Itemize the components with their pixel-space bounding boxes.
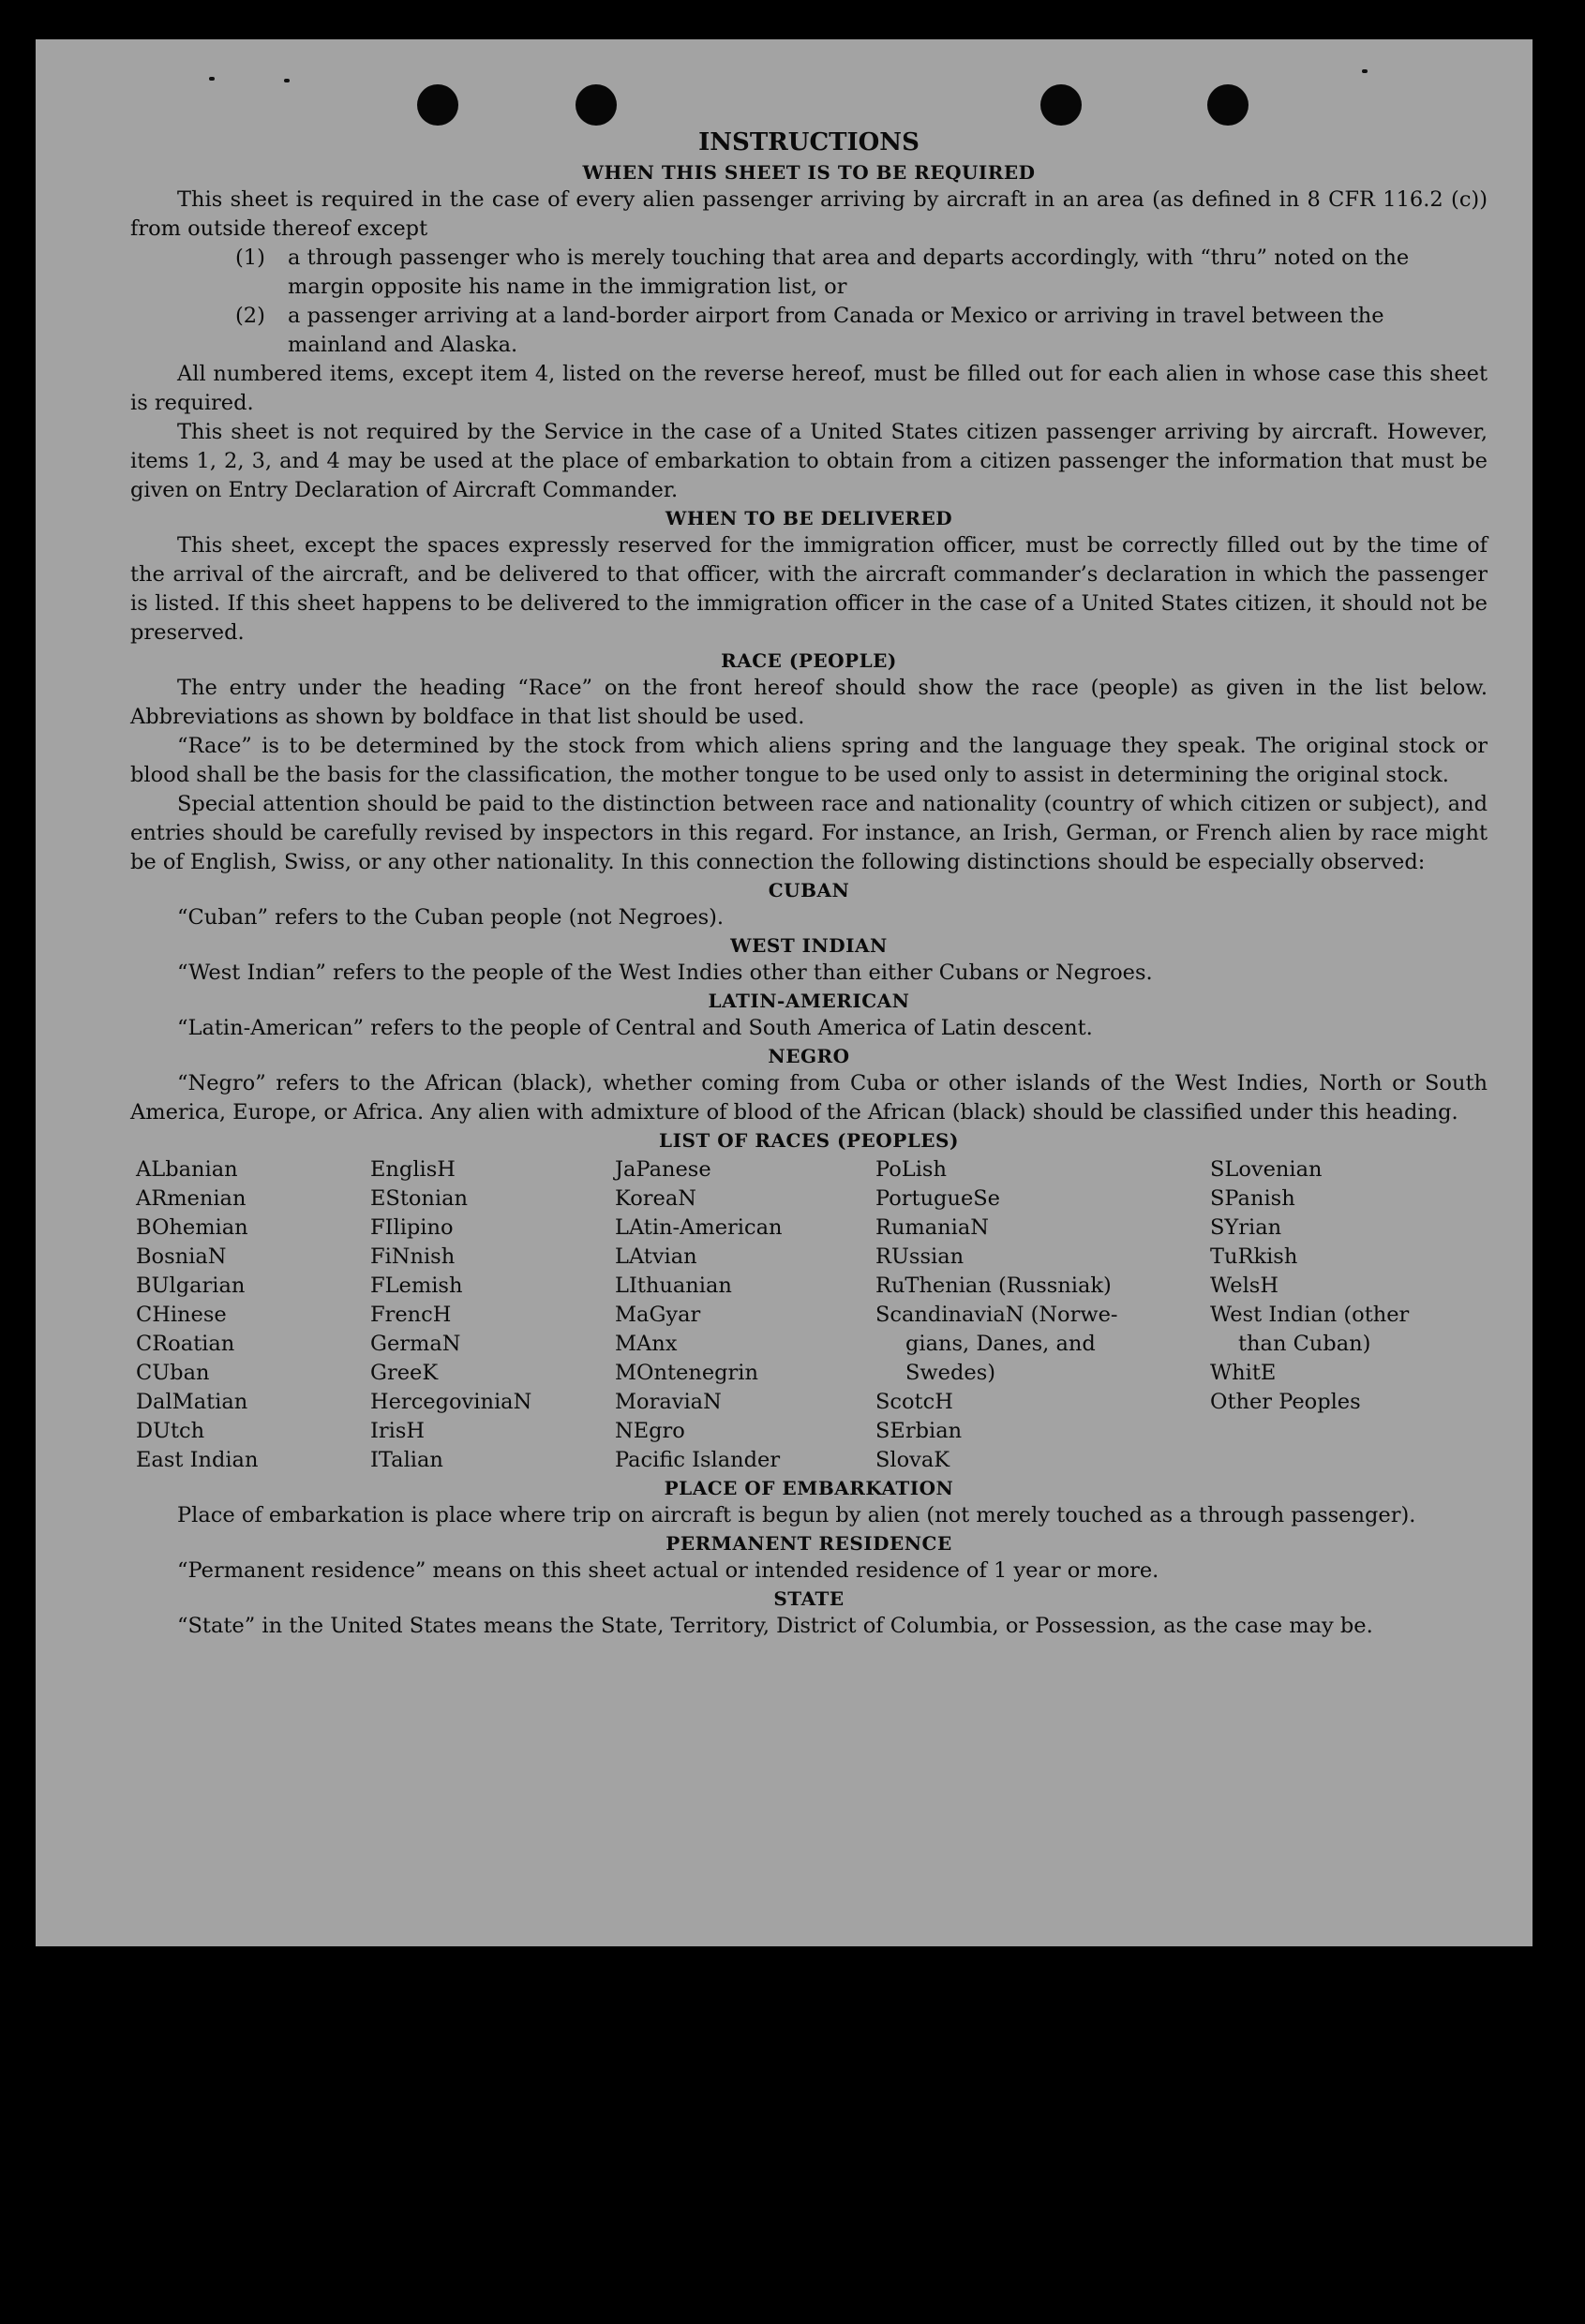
race-item: SPanish [1210, 1186, 1295, 1211]
punch-hole [417, 84, 458, 126]
race-item: GreeK [370, 1361, 439, 1385]
place-of-embarkation-text: Place of embarkation is place where trip on aircraft is begun by alien (not merely touched as a through passenger). [177, 1503, 1416, 1527]
race-item: JaPanese [615, 1157, 711, 1182]
section-heading-list-of-races: LIST OF RACES (PEOPLES) [659, 1129, 959, 1152]
race-item: SYrian [1210, 1215, 1282, 1240]
item-number: (2) [235, 304, 265, 328]
exception-item [130, 302, 1488, 360]
race-item: BUlgarian [136, 1274, 246, 1298]
section-heading-cuban: CUBAN [768, 879, 850, 901]
speck [1362, 69, 1368, 73]
race-item: RUssian [875, 1244, 964, 1269]
item-number: (1) [235, 246, 265, 270]
section-heading-latin-american: LATIN-AMERICAN [708, 990, 910, 1012]
section-heading-when-required: WHEN THIS SHEET IS TO BE REQUIRED [582, 161, 1036, 184]
race-item: EStonian [370, 1186, 469, 1211]
when-required-para2: All numbered items, except item 4, listed on the reverse hereof, must be filled out for each alien in whose case this sheet is required. [130, 362, 1488, 415]
race-item: Pacific Islander [615, 1448, 781, 1472]
punch-hole [1040, 84, 1082, 126]
race-column [130, 1155, 370, 1475]
race-item: LAtvian [615, 1244, 697, 1269]
race-column [615, 1155, 875, 1475]
race-item: BosniaN [136, 1244, 227, 1269]
punch-hole [1207, 84, 1249, 126]
race-item: CUban [136, 1361, 210, 1385]
race-para1: The entry under the heading “Race” on the front hereof should show the race (people) as given in the list below. Abbreviations as shown by boldface in that list should be used. [130, 676, 1488, 729]
race-item: West Indian (other [1210, 1303, 1410, 1327]
race-column [1210, 1155, 1435, 1475]
latin-american-text: “Latin-American” refers to the people of Central and South America of Latin descent. [177, 1016, 1093, 1040]
race-item: PoLish [875, 1157, 947, 1182]
item-text: a passenger arriving at a land-border airport from Canada or Mexico or arriving in travel between the mainland and Alaska. [288, 304, 1384, 357]
race-item: ScotcH [875, 1390, 953, 1414]
race-item: LAtin-American [615, 1215, 783, 1240]
race-item: NEgro [615, 1419, 685, 1443]
race-item: BOhemian [136, 1215, 248, 1240]
when-required-para3: This sheet is not required by the Service in the case of a United States citizen passenger arriving by aircraft. However, items 1, 2, 3, and 4 may be used at the place of embarkation to obtain from a citizen passenger the information that must be given on Entry Declaration of Aircraft Commander. [130, 420, 1488, 502]
race-item: than Cuban) [1238, 1332, 1371, 1356]
negro-text: “Negro” refers to the African (black), whether coming from Cuba or other islands of the West Indies, North or South America, Europe, or Africa. Any alien with admixture of blood of the African (black) should be classified under this heading. [130, 1071, 1488, 1125]
document-sheet [36, 39, 1533, 1946]
west-indian-text: “West Indian” refers to the people of the West Indies other than either Cubans or Negroes. [177, 961, 1153, 985]
race-item: SLovenian [1210, 1157, 1323, 1182]
race-item: RuThenian (Russniak) [875, 1274, 1112, 1298]
race-item: TuRkish [1210, 1244, 1298, 1269]
race-item: EnglisH [370, 1157, 456, 1182]
race-item: Other Peoples [1210, 1390, 1361, 1414]
speck [284, 79, 290, 82]
race-column [370, 1155, 615, 1475]
race-item: LIthuanian [615, 1274, 732, 1298]
race-item: ARmenian [136, 1186, 247, 1211]
when-required-intro: This sheet is required in the case of every alien passenger arriving by aircraft in an area (as defined in 8 CFR 116.2 (c)) from outside thereof except [130, 187, 1488, 241]
race-item: Swedes) [905, 1361, 996, 1385]
race-item: FiNnish [370, 1244, 456, 1269]
section-heading-west-indian: WEST INDIAN [730, 934, 888, 957]
race-item: IrisH [370, 1419, 426, 1443]
race-column [875, 1155, 1210, 1475]
race-item: SlovaK [875, 1448, 950, 1472]
race-item: SErbian [875, 1419, 963, 1443]
item-text: a through passenger who is merely touching that area and departs accordingly, with “thru” noted on the margin opposite his name in the immigration list, or [288, 246, 1410, 299]
race-item: ScandinaviaN (Norwe- [875, 1303, 1118, 1327]
cuban-text: “Cuban” refers to the Cuban people (not Negroes). [177, 905, 725, 930]
when-delivered-text: This sheet, except the spaces expressly reserved for the immigration officer, must be correctly filled out by the time of the arrival of the aircraft, and be delivered to that officer, with the aircraft commander’s declaration in which the passenger is listed. If this sheet happens to be delivered to the immigration officer in the case of a United States citizen, it should not be preserved. [130, 533, 1488, 645]
race-item: WelsH [1210, 1274, 1278, 1298]
race-item: MOntenegrin [615, 1361, 758, 1385]
race-item: CHinese [136, 1303, 227, 1327]
speck [209, 77, 215, 81]
section-heading-place-of-embarkation: PLACE OF EMBARKATION [664, 1477, 954, 1499]
race-item: PortugueSe [875, 1186, 1001, 1211]
race-list [130, 1155, 1488, 1475]
race-item: HercegoviniaN [370, 1390, 532, 1414]
punch-hole [576, 84, 617, 126]
race-item: DalMatian [136, 1390, 248, 1414]
race-item: FrencH [370, 1303, 452, 1327]
race-item: MAnx [615, 1332, 678, 1356]
section-heading-when-delivered: WHEN TO BE DELIVERED [665, 507, 953, 529]
race-para3: Special attention should be paid to the distinction between race and nationality (country of which citizen or subject), and entries should be carefully revised by inspectors in this regard. For instance, an Irish, German, or French alien by race might be of English, Swiss, or any other nationality. In this connection the following distinctions should be especially observed: [130, 792, 1488, 874]
race-item: ALbanian [136, 1157, 238, 1182]
race-item: WhitE [1210, 1361, 1277, 1385]
race-item: ITalian [370, 1448, 443, 1472]
instructions-content [130, 126, 1488, 1641]
section-heading-negro: NEGRO [768, 1045, 850, 1067]
race-item: FIlipino [370, 1215, 454, 1240]
race-item: FLemish [370, 1274, 463, 1298]
section-heading-state: STATE [773, 1587, 845, 1610]
state-text: “State” in the United States means the State, Territory, District of Columbia, or Possession, as the case may be. [177, 1614, 1373, 1638]
page-title: INSTRUCTIONS [698, 128, 920, 156]
race-item: DUtch [136, 1419, 205, 1443]
exception-item [130, 244, 1488, 302]
race-para2: “Race” is to be determined by the stock from which aliens spring and the language they speak. The original stock or blood shall be the basis for the classification, the mother tongue to be used only to assist in determining the original stock. [130, 734, 1488, 787]
permanent-residence-text: “Permanent residence” means on this sheet actual or intended residence of 1 year or more. [177, 1558, 1159, 1583]
race-item: CRoatian [136, 1332, 235, 1356]
race-item: MoraviaN [615, 1390, 722, 1414]
race-item: RumaniaN [875, 1215, 989, 1240]
section-heading-permanent-residence: PERMANENT RESIDENCE [665, 1532, 952, 1555]
section-heading-race: RACE (PEOPLE) [721, 649, 897, 672]
race-item: East Indian [136, 1448, 259, 1472]
race-item: MaGyar [615, 1303, 701, 1327]
race-item: gians, Danes, and [905, 1332, 1096, 1356]
race-item: KoreaN [615, 1186, 696, 1211]
race-item: GermaN [370, 1332, 461, 1356]
